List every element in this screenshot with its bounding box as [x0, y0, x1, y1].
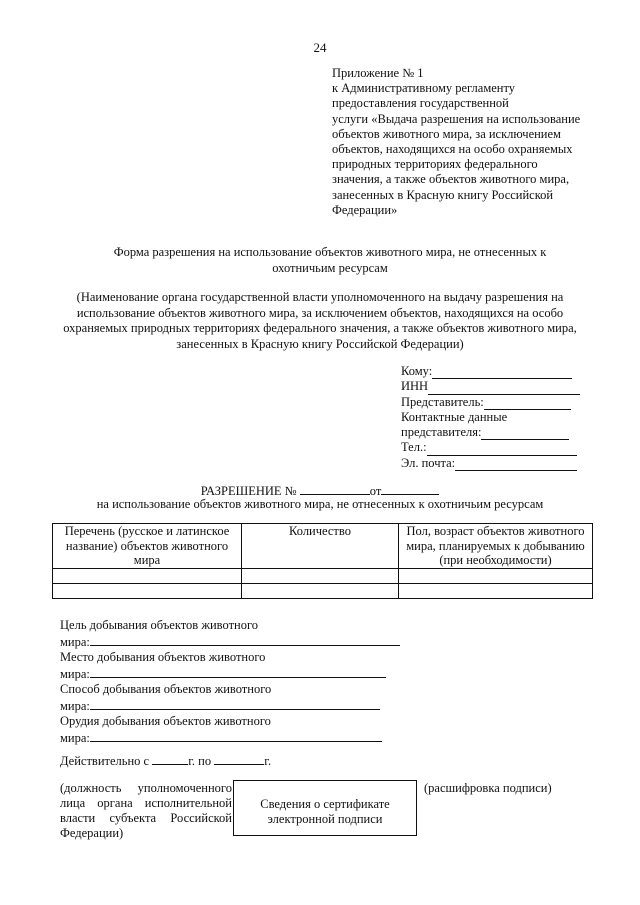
appendix-line: услуги «Выдача разрешения на использование — [332, 111, 581, 126]
table-header: Перечень (русское и латинское название) объектов животного мира — [53, 524, 242, 569]
certificate-line: электронной подписи — [267, 812, 383, 826]
permit-from-label: от — [369, 484, 382, 498]
purpose-field[interactable] — [90, 633, 400, 646]
authority-name — [40, 290, 600, 352]
tools-label-cont: мира: — [60, 731, 90, 745]
place-row — [60, 665, 420, 682]
certificate-line: Сведения о сертификате — [260, 797, 390, 811]
table-cell[interactable] — [53, 569, 242, 584]
method-label-cont: мира: — [60, 699, 90, 713]
inn-row — [401, 379, 601, 394]
signature-decoding: (расшифровка подписи) — [424, 781, 552, 795]
authority-line: охраняемых природных территориях федерального значения, а также объектов животного мира, — [63, 321, 577, 335]
form-title — [60, 244, 600, 276]
representative-row — [401, 395, 601, 410]
method-row — [60, 697, 420, 714]
authority-line: занесенных в Красную книгу Российской Федерации) — [176, 336, 464, 351]
to-row — [401, 364, 601, 379]
appendix-line: значения, а также объектов животного мира, — [332, 172, 570, 187]
place-label: Место добывания объектов животного — [60, 650, 266, 664]
place-field[interactable] — [90, 665, 386, 678]
purpose-label: Цель добывания объектов животного — [60, 618, 259, 632]
to-label: Кому: — [401, 364, 433, 378]
method-label: Способ добывания объектов животного — [60, 682, 272, 696]
appendix-line: Федерации» — [332, 202, 398, 217]
appendix-line: Приложение № 1 — [332, 66, 424, 80]
permit-date-field[interactable] — [381, 482, 439, 495]
contact-label-cont: представителя: — [401, 425, 482, 440]
form-title-line: Форма разрешения на использование объектов животного мира, не отнесенных к — [113, 245, 547, 259]
table-header: Количество — [242, 524, 399, 569]
validity-year-label: г. — [264, 754, 272, 768]
tools-row — [60, 729, 420, 746]
contact-field[interactable] — [481, 427, 569, 440]
validity-row — [60, 752, 271, 769]
table-cell[interactable] — [53, 584, 242, 599]
official-position: (должность уполномоченного лица органа исполнительной власти субъекта Российской Федерации) — [60, 781, 232, 840]
authority-line: (Наименование органа государственной власти уполномоченного на выдачу разрешения на — [76, 290, 564, 304]
extraction-fields — [60, 618, 420, 746]
phone-label: Тел.: — [401, 440, 427, 455]
appendix-line: занесенных в Красную книгу Российской — [332, 187, 554, 202]
table-cell[interactable] — [399, 584, 593, 599]
validity-to-label: г. по — [188, 754, 212, 768]
permit-subtitle: на использование объектов животного мира, не отнесенных к охотничьим ресурсам — [96, 497, 544, 511]
appendix-line: природных территориях федерального — [332, 157, 538, 172]
validity-label: Действительно с — [60, 754, 150, 768]
representative-field[interactable] — [484, 397, 571, 410]
validity-end-field[interactable] — [214, 752, 264, 765]
table-cell[interactable] — [242, 584, 399, 599]
appendix-line: предоставления государственной — [332, 96, 509, 111]
table-row — [53, 584, 593, 599]
email-field[interactable] — [455, 458, 577, 471]
inn-label: ИНН — [401, 379, 429, 394]
purpose-row — [60, 633, 420, 650]
certificate-box — [233, 780, 417, 836]
representative-label: Представитель: — [401, 394, 484, 409]
permit-title-prefix: РАЗРЕШЕНИЕ № — [200, 484, 297, 498]
tools-label: Орудия добывания объектов животного — [60, 714, 271, 728]
species-table — [52, 523, 593, 599]
inn-field[interactable] — [428, 382, 580, 395]
page-number: 24 — [313, 40, 327, 55]
phone-field[interactable] — [427, 443, 577, 456]
contact-row-1 — [401, 410, 601, 425]
recipient-block — [401, 364, 601, 471]
table-row — [53, 569, 593, 584]
email-row — [401, 456, 601, 471]
purpose-label-cont: мира: — [60, 635, 90, 649]
place-label-cont: мира: — [60, 667, 90, 681]
table-header-row — [53, 524, 593, 569]
form-title-line: охотничьим ресурсам — [272, 261, 388, 275]
to-field[interactable] — [432, 366, 572, 379]
appendix-line: объектов, находящихся на особо охраняемых — [332, 142, 573, 157]
table-header: Пол, возраст объектов животного мира, планируемых к добыванию (при необходимости) — [399, 524, 593, 569]
table-cell[interactable] — [242, 569, 399, 584]
validity-start-field[interactable] — [152, 752, 188, 765]
phone-row — [401, 440, 601, 455]
email-label: Эл. почта: — [401, 455, 456, 470]
contact-row-2 — [401, 425, 601, 440]
appendix-line: к Административному регламенту — [332, 81, 516, 96]
tools-field[interactable] — [90, 729, 382, 742]
appendix-line: объектов животного мира, за исключением — [332, 126, 561, 141]
permit-number-field[interactable] — [300, 482, 370, 495]
appendix-header — [332, 66, 602, 218]
table-cell[interactable] — [399, 569, 593, 584]
contact-label: Контактные данные — [401, 409, 508, 424]
authority-line: использование объектов животного мира, за исключением объектов, находящихся на особо — [76, 305, 564, 320]
method-field[interactable] — [90, 697, 380, 710]
